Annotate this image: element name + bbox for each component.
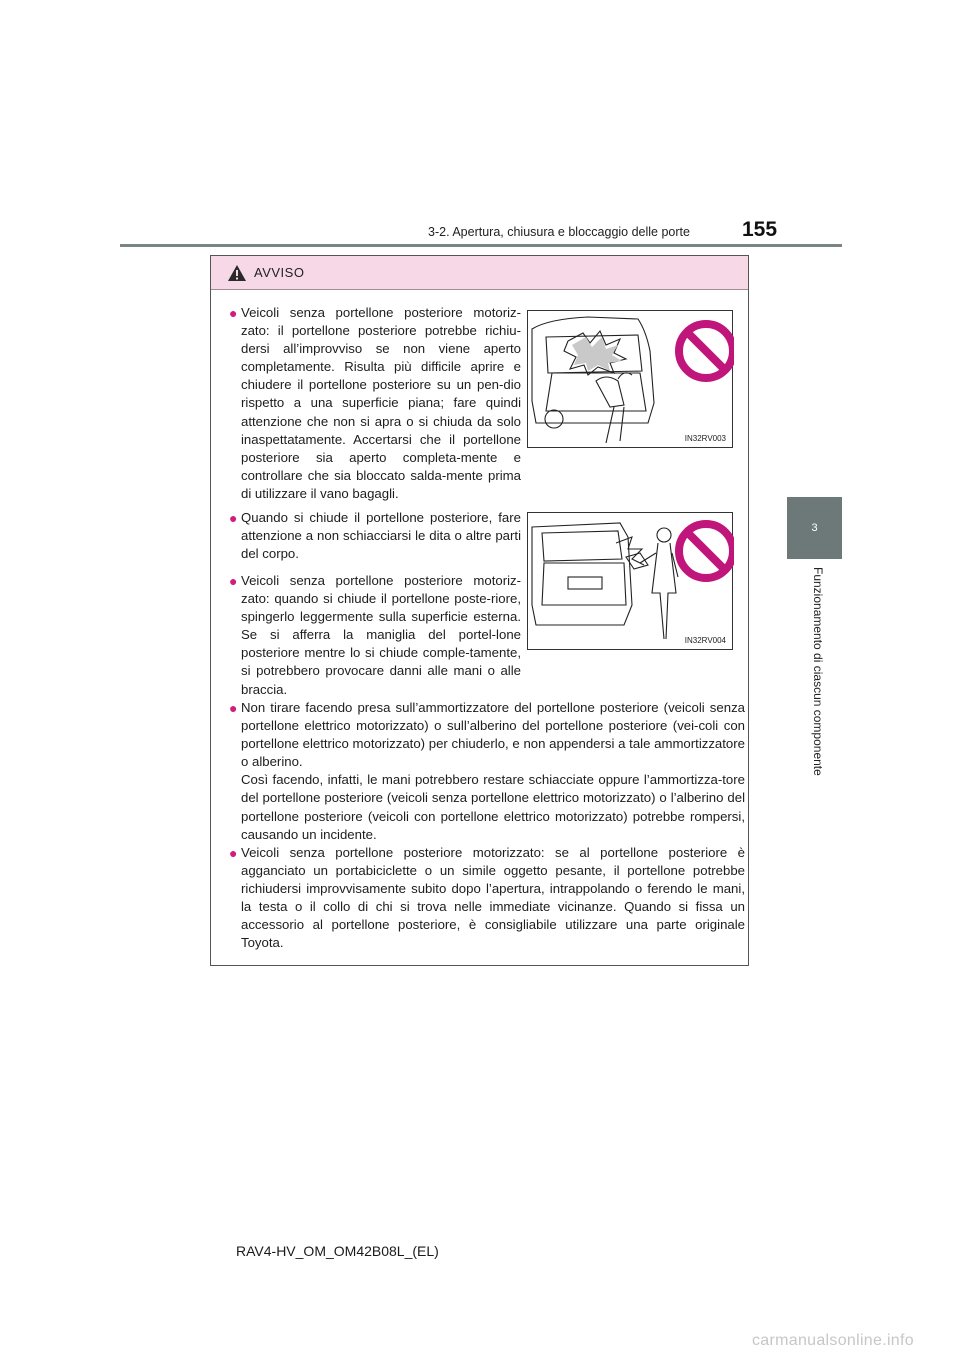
warning-title: AVVISO	[254, 265, 305, 280]
car-rear-closing-drawing	[528, 513, 734, 651]
watermark: carmanualsonline.info	[752, 1332, 914, 1349]
warning-item	[229, 572, 521, 699]
tailgate-falling-illustration	[527, 310, 733, 448]
warning-item	[229, 844, 745, 953]
chapter-tab: 3	[787, 497, 842, 559]
warning-item	[229, 509, 521, 563]
figure-code: IN32RV004	[684, 636, 726, 645]
warning-item	[229, 304, 521, 503]
bullet-icon: ●	[229, 510, 238, 526]
figure-code: IN32RV003	[684, 434, 726, 443]
warning-item-text: Quando si chiude il portellone posteriore, fare attenzione a non schiacciarsi le dita o altre parti del corpo.	[241, 510, 521, 562]
warning-item-text: Non tirare facendo presa sull’ammortizzatore del portellone posteriore (veicoli senza portellone elettrico motorizzato) o sull’alberino del portellone posteriore (vei-coli con portellone elettrico motorizzato) per chiuderlo, e non appendersi a tale ammortizzatore o alberino.	[241, 700, 745, 770]
tailgate-closing-illustration	[527, 512, 733, 650]
bullet-icon: ●	[229, 573, 238, 589]
prohibition-icon	[679, 324, 733, 378]
chapter-title: Funzionamento di ciascun componente	[811, 567, 825, 776]
bullet-icon: ●	[229, 845, 238, 861]
section-title: 3-2. Apertura, chiusura e bloccaggio delle porte	[428, 225, 690, 239]
document-code: RAV4-HV_OM_OM42B08L_(EL)	[236, 1243, 439, 1259]
warning-item-text: Veicoli senza portellone posteriore motoriz-zato: quando si chiude il portellone poste-riore, spingerlo leggermente sulla superficie esterna. Se si afferra la maniglia del portel-lone posteriore mentre lo si chiude comple-tamente, si potrebbero provocare danni alle mani o alle braccia.	[241, 573, 521, 697]
bullet-icon: ●	[229, 305, 238, 321]
warning-item	[229, 699, 745, 844]
warning-item-text-continued: Così facendo, infatti, le mani potrebbero restare schiacciate oppure l’ammortizza-tore del portellone posteriore (veicoli senza portellone elettrico motorizzato) o l’alberino del portellone posteriore (veicoli con portellone elettrico motorizzato) potrebbe rompersi, causando un incidente.	[241, 772, 745, 842]
page-number: 155	[742, 218, 778, 241]
header-rule	[120, 244, 842, 247]
car-rear-open-drawing	[528, 311, 734, 449]
prohibition-icon	[679, 524, 733, 578]
warning-triangle-icon	[227, 264, 247, 282]
warning-item-text: Veicoli senza portellone posteriore motorizzato: se al portellone posteriore è agganciato un portabiciclette o un simile oggetto pesante, il portellone potrebbe richiudersi improvvisamente subito dopo l’apertura, intrappolando o ferendo le mani, la testa o il collo di chi si trova nelle immediate vicinanze. Quando si fissa un accessorio al portellone posteriore, è consigliabile utilizzare una parte originale Toyota.	[241, 845, 745, 951]
warning-box	[210, 255, 749, 966]
warning-item-text: Veicoli senza portellone posteriore motoriz-zato: il portellone posteriore potrebbe richiu-dersi all’improvviso se non viene aperto completamente. Risulta più difficile aprire e chiudere il portellone posteriore su un pen-dio rispetto a una superficie piana; fare quindi attenzione che non si apra o si chiuda da solo inaspettatamente. Accertarsi che il portellone posteriore sia aperto completa-mente e controllare che sia bloccato salda-mente prima di utilizzare il vano bagagli.	[241, 305, 521, 501]
warning-header	[211, 256, 748, 290]
bullet-icon: ●	[229, 700, 238, 716]
